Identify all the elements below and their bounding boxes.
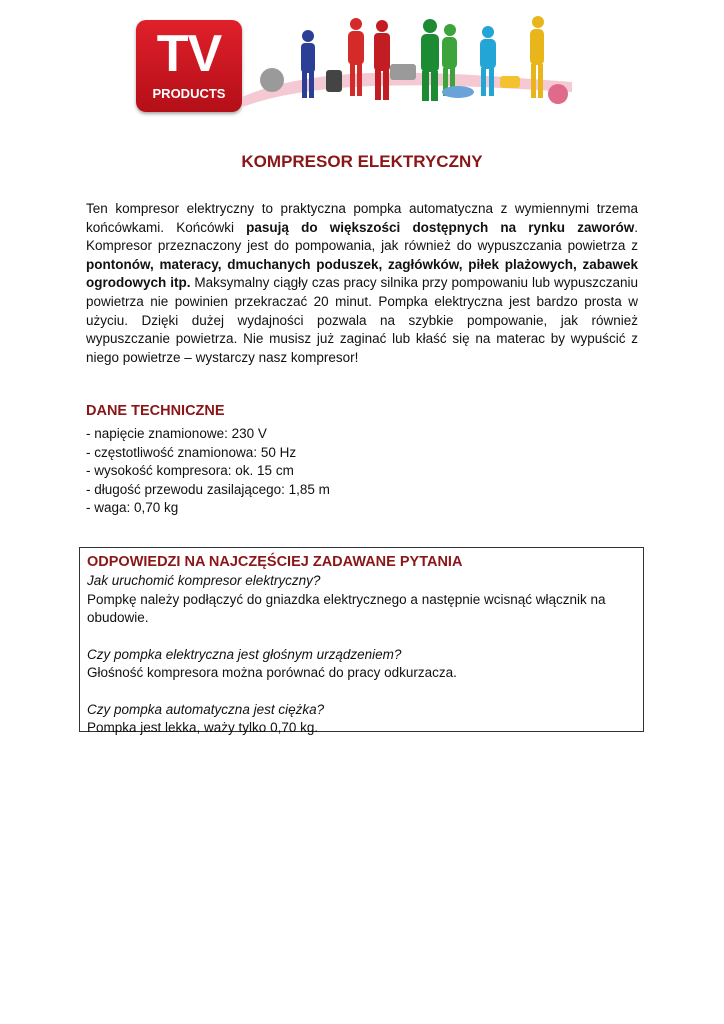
spec-item: - długość przewodu zasilającego: 1,85 m — [86, 481, 330, 497]
intro-paragraph — [86, 200, 638, 367]
spec-item: - waga: 0,70 kg — [86, 500, 179, 516]
page-title: KOMPRESOR ELEKTRYCZNY — [241, 152, 483, 171]
faq-question: Czy pompka automatyczna jest ciężka? — [87, 701, 325, 717]
people-silhouettes-graphic — [242, 12, 572, 112]
specs-list — [86, 425, 638, 518]
intro-bold-1: pasują do większości dostępnych na rynku zaworów — [246, 219, 635, 235]
silhouette-green-1 — [421, 19, 439, 101]
faq-answer: Pompkę należy podłączyć do gniazdka elektrycznego a następnie wcisnąć włącznik na obudowie. — [87, 591, 606, 625]
silhouette-red-2 — [374, 20, 390, 100]
tv-products-logo — [136, 20, 242, 112]
spec-item: - wysokość kompresora: ok. 15 cm — [86, 463, 294, 479]
faq-box — [79, 547, 644, 735]
spec-item: - częstotliwość znamionowa: 50 Hz — [86, 444, 297, 460]
faq-heading: ODPOWIEDZI NA NAJCZĘŚCIEJ ZADAWANE PYTANIA — [87, 554, 463, 570]
logo-sub-text: PRODUCTS — [152, 86, 226, 101]
faq-question: Czy pompka elektryczna jest głośnym urządzeniem? — [87, 646, 402, 662]
logo-main-text: TV — [156, 25, 222, 83]
intro-bold-2: pontonów, materacy, dmuchanych poduszek, zagłówków, piłek plażowych, zabawek ogrodowych itp. — [86, 256, 638, 291]
faq-answer: Głośność kompresora można porównać do pracy odkurzacza. — [87, 665, 457, 680]
faq-answer: Pompka jest lekka, waży tylko 0,70 kg. — [87, 720, 319, 735]
header-banner — [136, 12, 572, 112]
faq-question: Jak uruchomić kompresor elektryczny? — [87, 573, 321, 588]
intro-text-3: Maksymalny ciągły czas pracy silnika przy pompowaniu lub wypuszczaniu powietrza nie powinien przekraczać 20 minut. Pompka elektryczna jest bardzo prosta w użyciu. Dzięki dużej wydajności pozwala na szybkie pompowanie, jak również wypuszczanie powietrza. Nie musisz już zaginać lub kłaść się na materac by wypuścić z niego powietrze – wystarczy nasz kompresor! — [86, 275, 638, 365]
intro-text-1: Ten kompresor elektryczny to praktyczna pompka automatyczna z wymiennymi trzema końcówkami. Końcówki — [86, 201, 638, 235]
intro-text-2: . Kompresor przeznaczony jest do pompowania, jak również do wypuszczania powietrza z — [86, 219, 638, 254]
specs-heading: DANE TECHNICZNE — [86, 403, 225, 419]
spec-item: - napięcie znamionowe: 230 V — [86, 426, 267, 441]
